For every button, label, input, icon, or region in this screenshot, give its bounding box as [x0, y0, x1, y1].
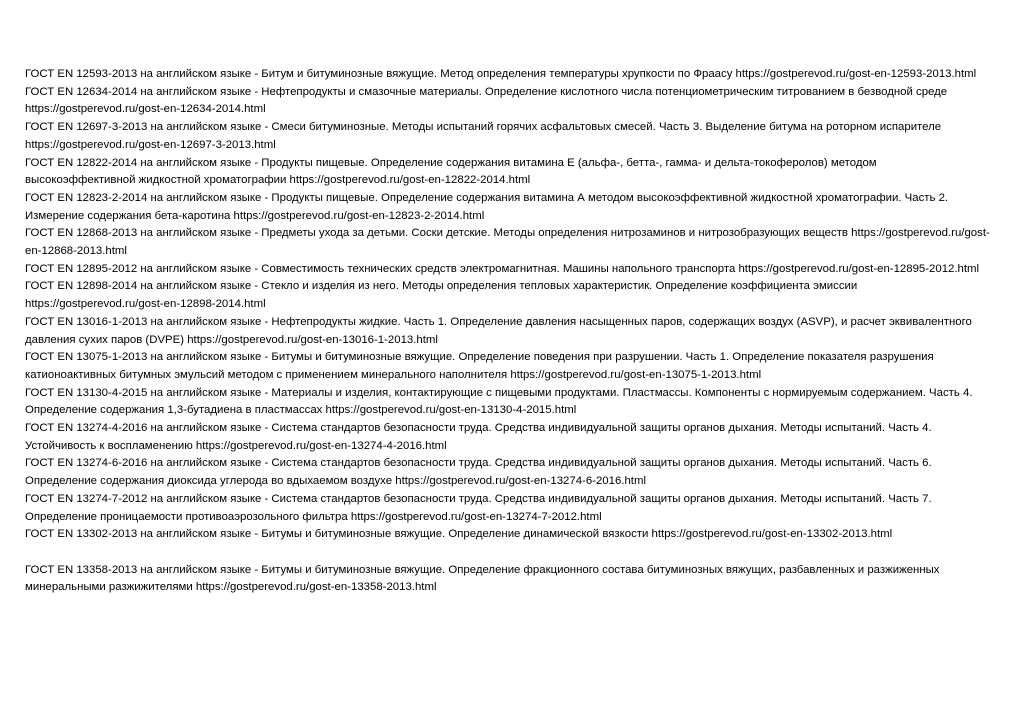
gost-entry-13274-4: ГОСТ EN 13274-4-2016 на английском языке - Система стандартов безопасности труда. Средства индивидуальной защиты органов дыхания. Методы испытаний. Часть 4. Устойчивость к воспламенению https://gostperevod.ru/gost-en-13274-4-2016.html [25, 422, 932, 452]
gost-entry-12868: ГОСТ EN 12868-2013 на английском языке - Предметы ухода за детьми. Соски детские. Методы определения нитрозаминов и нитрозобразующих веществ https://gostperevod.ru/gost-en-12868-2013.html [25, 227, 990, 258]
blank-line [25, 544, 990, 562]
gost-entry-12822: ГОСТ EN 12822-2014 на английском языке - Продукты пищевые. Определение содержания витамина Е (альфа-, бетта-, гамма- и дельта-токоферолов) методом высокоэффективной жидкостной хроматографии https://gostperevod.ru/gost-en-12822-2014.html [25, 156, 877, 187]
gost-entry-12898: ГОСТ EN 12898-2014 на английском языке - Стекло и изделия из него. Методы определения тепловых характеристик. Определение коэффициента эмиссии https://gostperevod.ru/gost-en-12898-2014.html [25, 280, 858, 311]
document-page [25, 66, 990, 597]
gost-entry-12895: ГОСТ EN 12895-2012 на английском языке - Совместимость технических средств электромагнитная. Машины напольного транспорта https://gostperevod.ru/gost-en-12895-2012.html [25, 262, 980, 275]
gost-entry-12823-2: ГОСТ EN 12823-2-2014 на английском языке - Продукты пищевые. Определение содержания витамина А методом высокоэффективной жидкостной хроматографии. Часть 2. Измерение содержания бета-каротина https://gostperevod.ru/gost-en-12823-2-2014.html [25, 191, 949, 222]
gost-entry-13274-7: ГОСТ EN 13274-7-2012 на английском языке - Система стандартов безопасности труда. Средства индивидуальной защиты органов дыхания. Методы испытаний. Часть 7. Определение проницаемости противоаэрозольного фильтра https://gostperevod.ru/gost-en-13274-7-2012.html [25, 492, 932, 523]
gost-entry-13016-1: ГОСТ EN 13016-1-2013 на английском языке - Нефтепродукты жидкие. Часть 1. Определение давления насыщенных паров, содержащих воздух (ASVP), и расчет эквивалентного давления сухих паров (DVPE) https://gostperevod.ru/gost-en-13016-1-2013.html [25, 315, 972, 346]
gost-entry-13130-4: ГОСТ EN 13130-4-2015 на английском языке - Материалы и изделия, контактирующие с пищевыми продуктами. Пластмассы. Компоненты с нормируемым содержанием. Часть 4. Определение содержания 1,3-бутадиена в пластмассах https://gostperevod.ru/gost-en-13130-4-2015.html [25, 386, 973, 417]
gost-entry-13358: ГОСТ EN 13358-2013 на английском языке - Битумы и битуминозные вяжущие. Определение фракционного состава битуминозных вяжущих, разбавленных и разжиженных минеральными разжижителями https://gostperevod.ru/gost-en-13358-2013.html [25, 563, 940, 594]
gost-entry-12593: ГОСТ EN 12593-2013 на английском языке - Битум и битуминозные вяжущие. Метод определения температуры хрупкости по Фраасу https://gostperevod.ru/gost-en-12593-2013.html [25, 68, 977, 80]
gost-entry-13302: ГОСТ EN 13302-2013 на английском языке - Битумы и битуминозные вяжущие. Определение динамической вязкости https://gostperevod.ru/gost-en-13302-2013.html [25, 528, 893, 541]
gost-entry-13274-6: ГОСТ EN 13274-6-2016 на английском языке - Система стандартов безопасности труда. Средства индивидуальной защиты органов дыхания. Методы испытаний. Часть 6. Определение содержания диоксида углерода во вдыхаемом воздухе https://gostperevod.ru/gost-en-13274-6-2016.html [25, 457, 932, 488]
gost-entry-12634: ГОСТ EN 12634-2014 на английском языке - Нефтепродукты и смазочные материалы. Определение кислотного числа потенциометрическим титрованием в безводной среде https://gostperevod.ru/gost-en-12634-2014.html [25, 85, 948, 116]
gost-entry-12697-3: ГОСТ EN 12697-3-2013 на английском языке - Смеси битуминозные. Методы испытаний горячих асфальтовых смесей. Часть 3. Выделение битума на роторном испарителе https://gostperevod.ru/gost-en-12697-3-2013.html [25, 121, 942, 151]
gost-entry-13075-1: ГОСТ EN 13075-1-2013 на английском языке - Битумы и битуминозные вяжущие. Определение поведения при разрушении. Часть 1. Определение показателя разрушения катионоактивных битумных эмульсий методом с применением минерального наполнителя https://gostperevod.ru/gost-en-13075-1-2013.html [25, 351, 934, 381]
